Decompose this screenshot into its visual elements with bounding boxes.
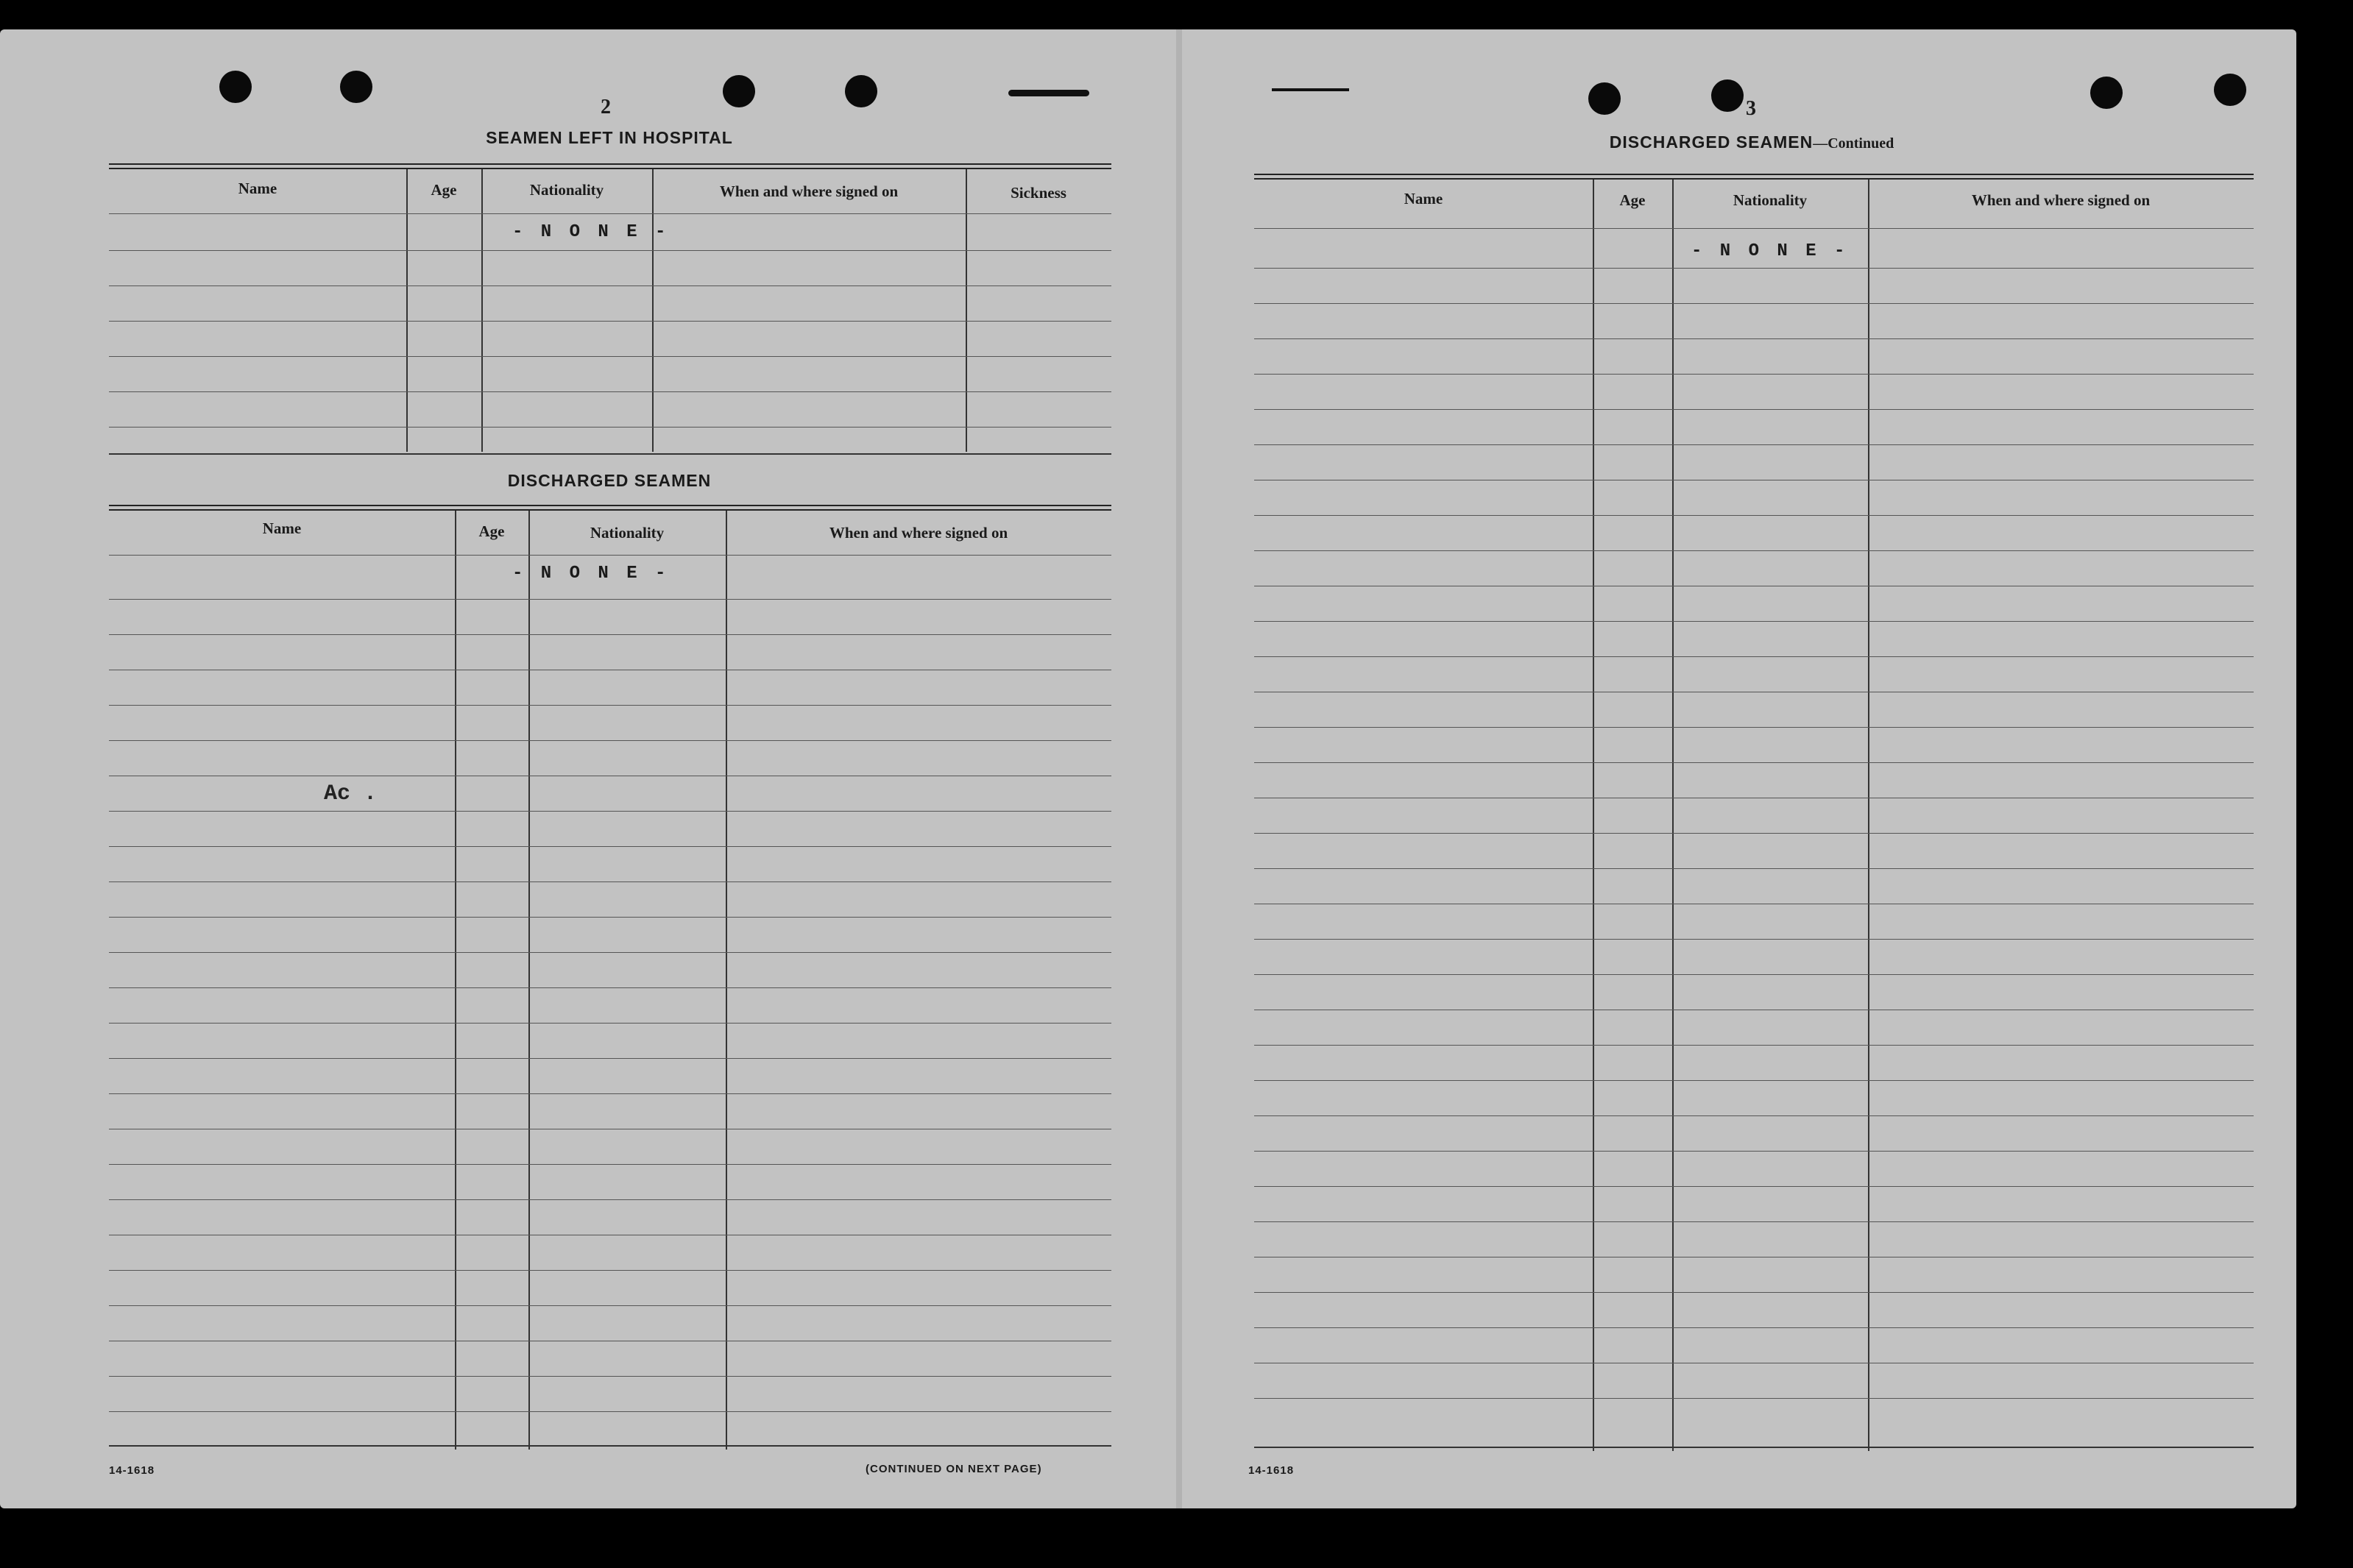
punch-hole bbox=[219, 71, 252, 103]
punch-hole bbox=[1711, 79, 1744, 112]
column-header-signed-on: When and where signed on bbox=[829, 524, 1008, 542]
column-header-name: Name bbox=[262, 519, 302, 537]
title-suffix: —Continued bbox=[1813, 135, 1894, 152]
column-header-nationality: Nationality bbox=[590, 524, 665, 542]
column-header-nationality: Nationality bbox=[1733, 191, 1808, 209]
column-header-age: Age bbox=[1619, 191, 1646, 209]
column-header-name: Name bbox=[238, 180, 277, 197]
hospital-table bbox=[109, 163, 1111, 455]
punch-hole bbox=[2090, 77, 2123, 109]
punch-hole bbox=[340, 71, 372, 103]
page-number-left: 2 bbox=[601, 96, 611, 118]
stray-stamp-mark: Ac . bbox=[324, 781, 378, 806]
column-header-name: Name bbox=[1404, 190, 1443, 207]
form-number-left: 14-1618 bbox=[109, 1464, 155, 1477]
title-text: DISCHARGED SEAMEN bbox=[1609, 132, 1814, 152]
column-header-age: Age bbox=[478, 522, 505, 540]
discharged-continued-title bbox=[1251, 132, 2252, 152]
column-header-age: Age bbox=[431, 181, 457, 199]
discharged-continued-table bbox=[1254, 174, 2254, 1452]
column-header-nationality: Nationality bbox=[529, 181, 604, 199]
page-number-right: 3 bbox=[1746, 97, 1756, 120]
ink-smudge bbox=[1008, 90, 1089, 96]
punch-hole bbox=[845, 75, 877, 107]
punch-hole bbox=[2214, 74, 2246, 106]
center-fold bbox=[1176, 29, 1182, 1508]
column-header-sickness: Sickness bbox=[1011, 184, 1066, 202]
ink-smudge bbox=[1272, 88, 1349, 91]
column-header-signed-on: When and where signed on bbox=[719, 182, 899, 200]
discharged-none-entry: - N O N E - bbox=[512, 564, 670, 583]
punch-hole bbox=[1588, 82, 1621, 115]
discharged-continued-none-entry: - N O N E - bbox=[1691, 241, 1849, 261]
discharged-table bbox=[109, 505, 1111, 1451]
column-header-signed-on: When and where signed on bbox=[1971, 191, 2151, 209]
form-number-right: 14-1618 bbox=[1248, 1464, 1295, 1477]
hospital-none-entry: - N O N E - bbox=[512, 222, 670, 242]
hospital-section-title: SEAMEN LEFT IN HOSPITAL bbox=[486, 128, 733, 147]
continued-note: (CONTINUED ON NEXT PAGE) bbox=[866, 1463, 1042, 1475]
discharged-section-title: DISCHARGED SEAMEN bbox=[507, 471, 712, 490]
punch-hole bbox=[723, 75, 755, 107]
